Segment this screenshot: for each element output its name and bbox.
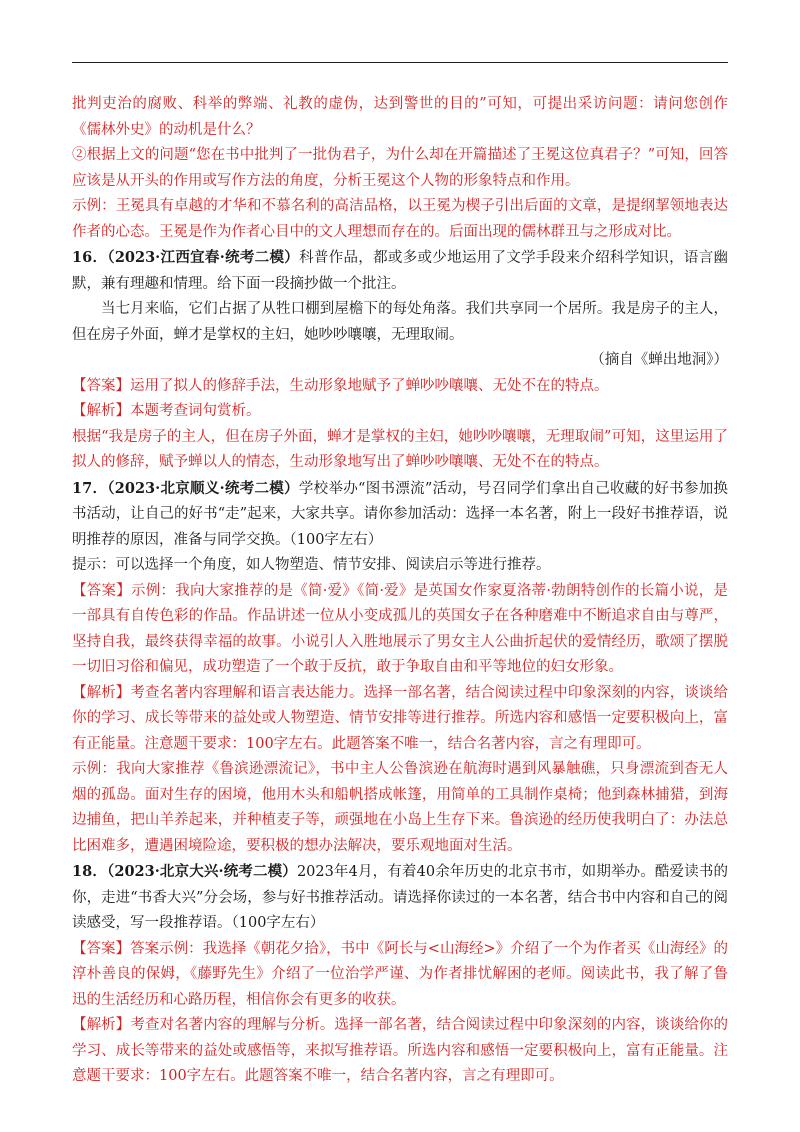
question-16-number: 16．（2023·江西宜春·统考二模） [72,249,300,266]
document-body [72,92,728,1090]
question-16 [72,245,728,297]
question-17-answer: 【答案】示例：我向大家推荐的是《简·爱》《简·爱》是英国女作家夏洛蒂·勃朗特创作的长篇小说，是一部具有自传色彩的作品。作品讲述一位从小变成孤儿的英国女子在各种磨难中不断追求自由与尊严，坚持自我，最终获得幸福的故事。小说引人入胜地展示了男女主人公曲折起伏的爱情经历，歌颂了摆脱一切旧习俗和偏见，成功塑造了一个敢于反抗，敢于争取自由和平等地位的妇女形象。 [72,582,728,675]
question-17 [72,476,728,554]
question-16-prompt: 科普作品，都或多或少地运用了文学手段来介绍科学知识，语言幽默，兼有理趣和情理。给下面一段摘抄做一个批注。 [72,250,728,292]
question-16-source: （摘自《蝉出地洞》） [590,352,728,368]
question-16-passage: 当七月来临，它们占据了从牲口棚到屋檐下的每处角落。我们共享同一个居所。我是房子的主人，但在房子外面，蝉才是掌权的主妇，她吵吵嚷嚷，无理取闹。 [72,301,728,343]
question-18 [72,859,728,937]
question-17-prompt: 学校举办“图书漂流”活动，号召同学们拿出自己收藏的好书参加换书活动，让自己的好书“走”起来，大家共享。请你参加活动：选择一本名著，附上一段好书推荐语，说明推荐的原因，准备与同学交换。（100字左右） [72,480,728,548]
prev-answer-line-2: ②根据上文的问题“您在书中批判了一批伪君子，为什么却在开篇描述了王冕这位真君子？”可知，回答应该是从开头的作用或写作方法的角度，分析王冕这个人物的形象特点和作用。 [72,147,728,189]
question-18-number: 18．（2023·北京大兴·统考二模） [72,863,297,880]
header-rule [72,62,728,63]
question-17-number: 17．（2023·北京顺义·统考二模） [72,479,299,497]
question-18-prompt: 2023年4月，有着40余年历史的北京书市，如期举办。酷爱读书的你，走进“书香大兴”分会场，参与好书推荐活动。请选择你读过的一本名著，结合书中内容和自己的阅读感受，写一段推荐语。（100字左右） [72,864,729,931]
prev-answer-line-1: 批判吏治的腐败、科举的弊端、礼教的虚伪，达到警世的目的”可知，可提出采访问题：请问您创作《儒林外史》的动机是什么？ [72,96,728,138]
question-16-answer: 【答案】运用了拟人的修辞手法，生动形象地赋予了蝉吵吵嚷嚷、无处不在的特点。 [72,377,609,394]
prev-answer-example: 示例：王冕具有卓越的才华和不慕名利的高洁品格，以王冕为楔子引出后面的文章，是提纲挈领地表达作者的心态。王冕是作为作者心目中的文人理想而存在的。后面出现的儒林群丑与之形成对比。 [72,198,728,240]
question-16-explanation: 根据“我是房子的主人，但在房子外面，蝉才是掌权的主妇，她吵吵嚷嚷，无理取闹”可知，这里运用了拟人的修辞，赋予蝉以人的情态，生动形象地写出了蝉吵吵嚷嚷、无处不在的特点。 [72,428,728,470]
question-18-analysis: 【解析】考查对名著内容的理解与分析。选择一部名著，结合阅读过程中印象深刻的内容，谈谈给你的学习、成长等带来的益处或感悟等，来拟写推荐语。所选内容和感悟一定要积极向上，富有正能量。注意题干要求：100字左右。此题答案不唯一，结合名著内容，言之有理即可。 [72,1017,728,1084]
question-17-example: 示例：我向大家推荐《鲁滨逊漂流记》，书中主人公鲁滨逊在航海时遇到风暴触礁，只身漂流到杳无人烟的孤岛。面对生存的困境，他用木头和船帆搭成帐篷，用简单的工具制作桌椅；他到森林捕猎，到海边捕鱼，把山羊养起来，并种植麦子等，顽强地在小岛上生存下来。鲁滨逊的经历使我明白了：办法总比困难多，遭遇困境险途，要积极的想办法解决，要乐观地面对生活。 [72,761,728,854]
question-17-analysis: 【解析】考查名著内容理解和语言表达能力。选择一部名著，结合阅读过程中印象深刻的内容，谈谈给你的学习、成长等带来的益处或人物塑造、情节安排等进行推荐。所选内容和感悟一定要积极向上，富有正能量。注意题干要求：100字左右。此题答案不唯一，结合名著内容，言之有理即可。 [72,684,728,752]
question-16-analysis: 【解析】本题考查词句赏析。 [72,403,261,419]
question-17-hint: 提示：可以选择一个角度，如人物塑造、情节安排、阅读启示等进行推荐。 [72,557,551,573]
question-18-answer: 【答案】答案示例：我选择《朝花夕拾》，书中《阿长与<山海经>》介绍了一个为作者买《山海经》的淳朴善良的保姆，《藤野先生》介绍了一位治学严谨、为作者排忧解困的老师。阅读此书，我了解了鲁迅的生活经历和心路历程，相信你会有更多的收获。 [72,940,728,1008]
